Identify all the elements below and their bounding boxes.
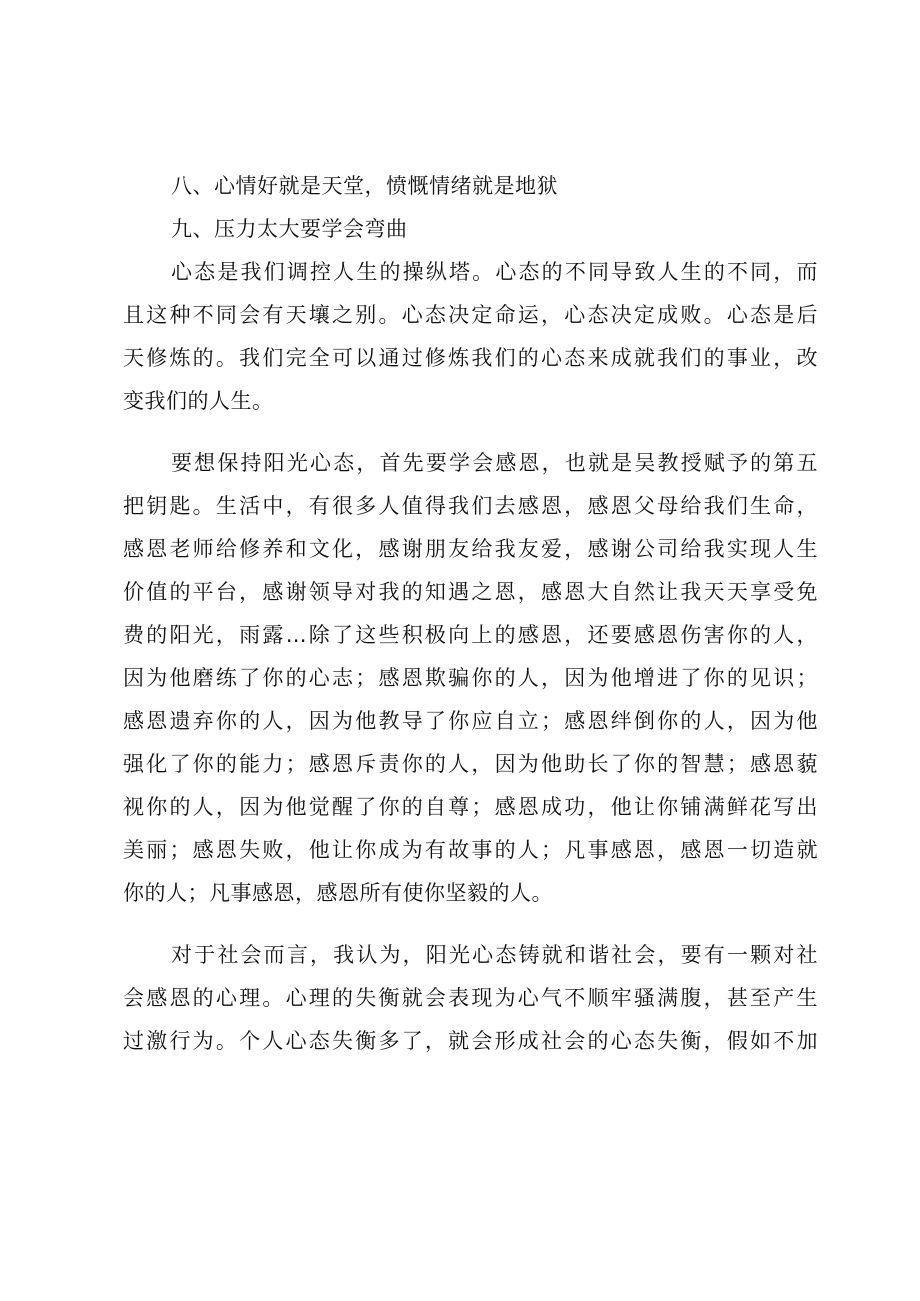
text-line: 视你的人，因为他觉醒了你的自尊；感恩成功，他让你铺满鲜花写出 <box>123 795 818 819</box>
text-line: 过激行为。个人心态失衡多了，就会形成社会的心态失衡，假如不加 <box>123 1029 818 1053</box>
text-line: 变我们的人生。 <box>123 389 274 413</box>
paragraph-mindset <box>123 251 818 423</box>
text-line: 感恩老师给修养和文化，感谢朋友给我友爱，感谢公司给我实现人生 <box>123 537 818 561</box>
text-line: 且这种不同会有天壤之别。心态决定命运，心态决定成败。心态是后 <box>123 303 818 327</box>
text-line: 强化了你的能力；感恩斥责你的人，因为他助长了你的智慧；感恩藐 <box>123 752 818 776</box>
text-line: 费的阳光，雨露…除了这些积极向上的感恩，还要感恩伤害你的人， <box>123 623 818 647</box>
paragraph-society <box>123 934 818 1063</box>
paragraph-gratitude <box>123 442 818 915</box>
text-line: 天修炼的。我们完全可以通过修炼我们的心态来成就我们的事业，改 <box>123 346 818 370</box>
text-line: 把钥匙。生活中，有很多人值得我们去感恩，感恩父母给我们生命， <box>123 494 818 518</box>
text-line: 心态是我们调控人生的操纵塔。心态的不同导致人生的不同，而 <box>171 260 818 284</box>
document-body <box>123 165 818 1063</box>
text-line: 对于社会而言，我认为，阳光心态铸就和谐社会，要有一颗对社 <box>171 943 818 967</box>
text-line: 感恩遗弃你的人，因为他教导了你应自立；感恩绊倒你的人，因为他 <box>123 709 818 733</box>
text-line: 价值的平台，感谢领导对我的知遇之恩，感恩大自然让我天天享受免 <box>123 580 818 604</box>
text-line: 要想保持阳光心态，首先要学会感恩，也就是吴教授赋予的第五 <box>171 451 818 475</box>
text-line: 美丽；感恩失败，他让你成为有故事的人；凡事感恩，感恩一切造就 <box>123 838 818 862</box>
heading-eight: 八、心情好就是天堂，愤慨情绪就是地狱 <box>171 174 558 198</box>
text-line: 会感恩的心理。心理的失衡就会表现为心气不顺牢骚满腹，甚至产生 <box>123 986 818 1010</box>
text-line: 你的人；凡事感恩，感恩所有使你坚毅的人。 <box>123 881 553 905</box>
text-line: 因为他磨练了你的心志；感恩欺骗你的人，因为他增进了你的见识； <box>123 666 818 690</box>
heading-nine: 九、压力太大要学会弯曲 <box>171 217 408 241</box>
